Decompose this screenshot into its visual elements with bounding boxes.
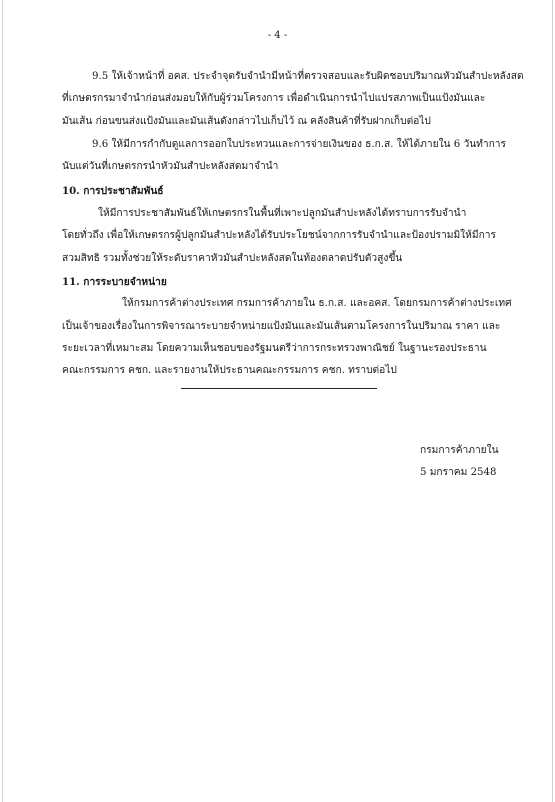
section-11-line-1: ให้กรมการค้าต่างประเทศ กรมการค้าภายใน ธ.ก.ส. และอคส. โดยกรมการค้าต่างประเทศ (122, 298, 512, 309)
section-10-line-2: โดยทั่วถึง เพื่อให้เกษตรกรผู้ปลูกมันสำปะหลังได้รับประโยชน์จากการรับจำนำและป้องปรามมิให้มีการ (62, 230, 496, 241)
page-number: - 4 - (267, 30, 288, 41)
closing-divider (181, 388, 377, 389)
section-11-line-4: คณะกรรมการ คชก. และรายงานให้ประธานคณะกรรมการ คชก. ทราบต่อไป (62, 365, 397, 376)
section-10-line-1: ให้มีการประชาสัมพันธ์ให้เกษตรกรในพื้นที่เพาะปลูกมันสำปะหลังได้ทราบการรับจำนำ (98, 208, 467, 219)
page-edge-left (2, 0, 3, 802)
section-10-heading: 10. การประชาสัมพันธ์ (62, 185, 164, 197)
section-11-line-3: ระยะเวลาที่เหมาะสม โดยความเห็นชอบของรัฐมนตรีว่าการกระทรวงพาณิชย์ ในฐานะรองประธาน (62, 343, 487, 354)
paragraph-9-6-line-1: 9.6 ให้มีการกำกับดูแลการออกใบประทวนและการจ่ายเงินของ ธ.ก.ส. ให้ได้ภายใน 6 วันทำการ (92, 139, 506, 150)
page-edge-right (552, 0, 553, 802)
signature-date: 5 มกราคม 2548 (420, 467, 497, 478)
signature-organization: กรมการค้าภายใน (420, 445, 499, 456)
paragraph-9-5-line-2: ที่เกษตรกรมาจำนำก่อนส่งมอบให้กับผู้ร่วมโครงการ เพื่อดำเนินการนำไปแปรสภาพเป็นแป้งมันและ (62, 93, 486, 104)
section-11-line-2: เป็นเจ้าของเรื่องในการพิจารณาระบายจำหน่ายแป้งมันและมันเส้นตามโครงการในปริมาณ ราคา และ (62, 321, 501, 332)
paragraph-9-5-line-3: มันเส้น ก่อนขนส่งแป้งมันและมันเส้นดังกล่าวไปเก็บไว้ ณ คลังสินค้าที่รับฝากเก็บต่อไป (62, 116, 431, 127)
paragraph-9-5-line-1: 9.5 ให้เจ้าหน้าที่ อคส. ประจำจุดรับจำนำมีหน้าที่ตรวจสอบและรับผิดชอบปริมาณหัวมันสำปะหลังสด (92, 71, 524, 82)
section-10-line-3: สวมสิทธิ รวมทั้งช่วยให้ระดับราคาหัวมันสำปะหลังสดในท้องตลาดปรับตัวสูงขึ้น (62, 253, 403, 264)
paragraph-9-6-line-2: นับแต่วันที่เกษตรกรนำหัวมันสำปะหลังสดมาจำนำ (62, 161, 279, 172)
section-11-heading: 11. การระบายจำหน่าย (62, 276, 167, 288)
